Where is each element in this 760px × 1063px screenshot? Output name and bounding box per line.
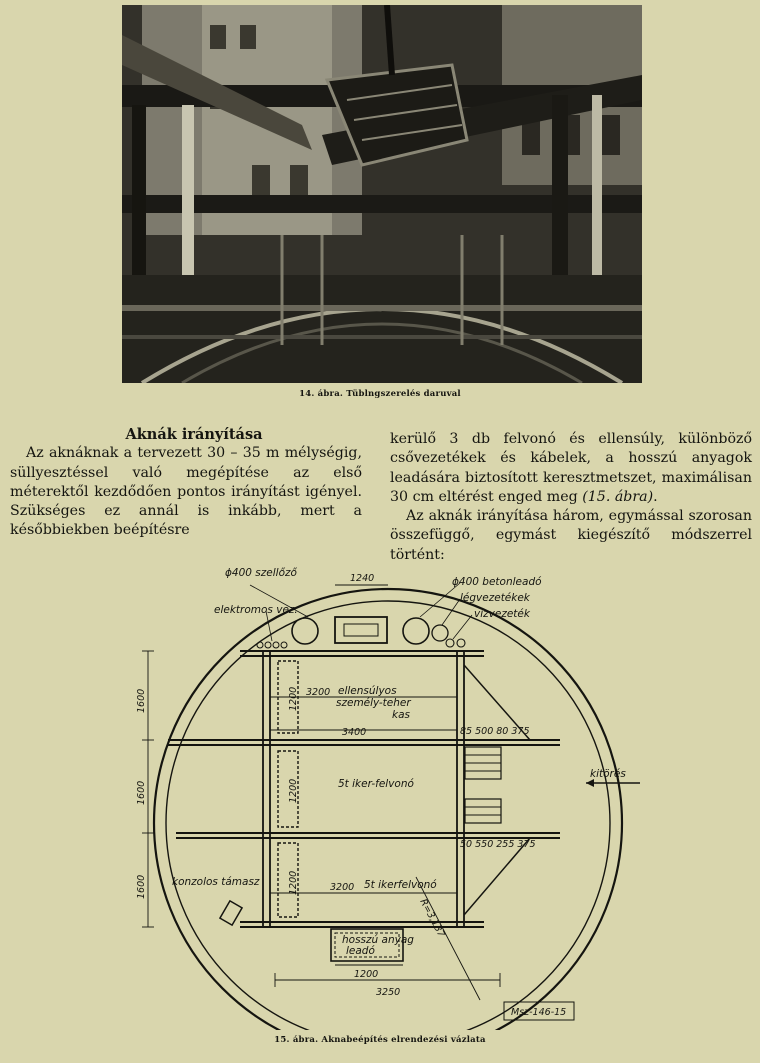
dim-row-2: 50 550 255 375 (460, 839, 536, 850)
text-column-left (10, 425, 362, 541)
label-cage: kas (392, 709, 410, 721)
drawing-stamp: Msz-146-15 (511, 1007, 567, 1018)
dim-1600-a: 1600 (136, 688, 147, 713)
paragraph: Az aknáknak a tervezett 30 – 35 m mélységig, süllyesztéssel való megépítése az első méterektől kezdődően pontos irányítást igényel. Szükséges ez annál is inkább, mert a későbbiekben beépítésre (10, 445, 362, 539)
figure-15-caption: 15. ábra. Aknabeépítés elrendezési vázlata (274, 1035, 486, 1045)
dim-bottom-3250: 3250 (376, 987, 401, 998)
figure-14-caption: 14. ábra. Tüblngszerelés daruval (299, 389, 461, 399)
dim-1200-b: 1200 (288, 778, 299, 803)
dim-3200-a: 3200 (306, 687, 331, 698)
label-twin-hoist-2: 5t ikerfelvonó (364, 879, 437, 891)
label-feed: leadó (346, 945, 375, 957)
label-air-lines: légvezetékek (460, 592, 530, 604)
dim-1200-c: 1200 (288, 870, 299, 895)
paragraph: Az aknák irányítása három, egymással szorosan összefüggő, egymást kiegészítő módszerrel történt: (390, 508, 752, 563)
dim-1200-a: 1200 (288, 686, 299, 711)
label-water-line: vízvezeték (474, 608, 530, 620)
construction-photo (122, 5, 642, 383)
shaft-inner-wall (166, 601, 610, 1030)
dim-3400: 3400 (342, 727, 367, 738)
paragraph: kerülő 3 db felvonó és ellensúly, különböző csővezetékek és kábelek, a hosszú anyagok leadására biztosított keresztmetszet, maximálisan 30 cm eltérést enged meg (15. ábra). (390, 431, 752, 505)
label-breakout: kitörés (590, 768, 626, 780)
dim-bottom-1200: 1200 (354, 969, 379, 980)
figure-reference: (15. ábra) (582, 488, 654, 505)
label-concrete-feed: ϕ400 betonleadó (452, 576, 542, 588)
dim-1600-c: 1600 (136, 874, 147, 899)
label-passenger-freight: személy-teher (336, 697, 411, 709)
section-heading: Aknák irányítása (125, 426, 263, 443)
dim-top: 1240 (350, 573, 375, 584)
dim-row-1: 85 500 80 375 (460, 726, 530, 737)
text-column-right (390, 430, 752, 565)
dim-radius: R=3,137 (417, 897, 447, 940)
shaft-layout-drawing (120, 555, 700, 1030)
label-electric: elektromos vez. (214, 604, 298, 616)
label-ventilation: ϕ400 szellőző (225, 567, 297, 579)
label-twin-hoist-1: 5t iker-felvonó (338, 778, 414, 790)
label-long-material: hosszú anyag (342, 934, 414, 946)
dim-1600-b: 1600 (136, 780, 147, 805)
dim-3200-b: 3200 (330, 882, 355, 893)
label-counterweight: ellensúlyos (338, 685, 397, 697)
label-console-support: konzolos támasz (172, 876, 260, 888)
